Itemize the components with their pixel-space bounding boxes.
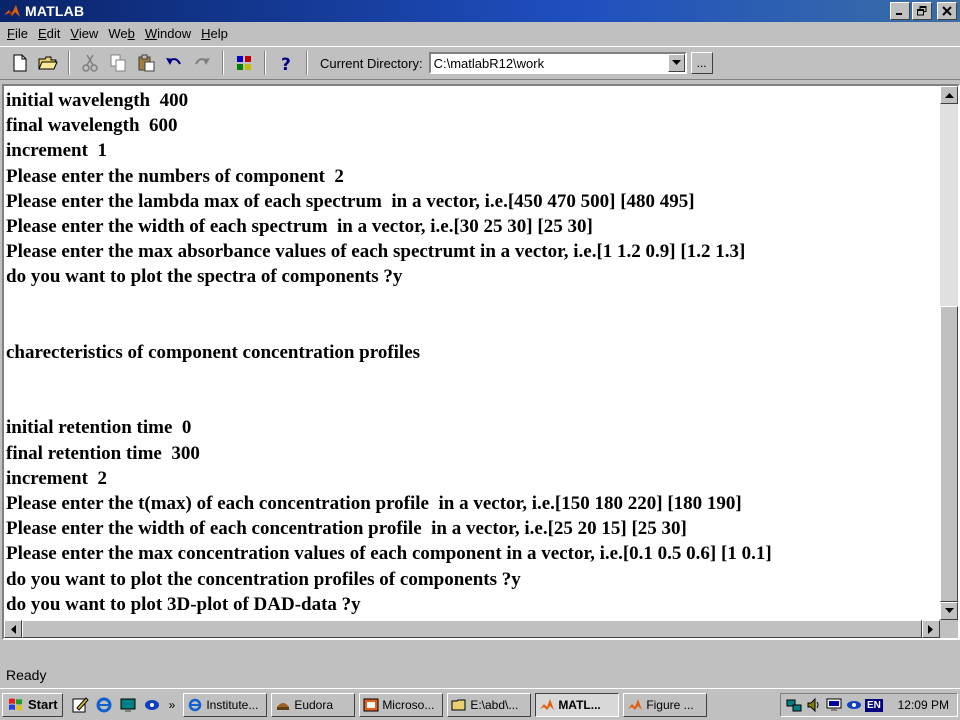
status-bar	[0, 664, 960, 686]
minimize-icon	[895, 6, 905, 16]
desktop-icon	[119, 696, 137, 714]
tray-icon[interactable]	[845, 696, 863, 714]
command-line-text: Please enter the width of each concentration profile in a vector, i.e.[25 20 15] [25 30]	[6, 518, 687, 540]
scrollbar-corner	[940, 620, 958, 638]
menu-file[interactable]: File	[7, 25, 28, 41]
windows-flag-icon	[7, 697, 25, 713]
menu-web[interactable]: Web	[108, 25, 135, 41]
command-line	[6, 113, 936, 138]
paste-button[interactable]	[132, 50, 160, 76]
command-line	[6, 239, 936, 264]
scroll-right-button[interactable]	[922, 620, 940, 638]
task-label: E:\abd\...	[470, 697, 519, 712]
quick-launch	[69, 694, 180, 716]
clock[interactable]: 12:09 PM	[897, 698, 949, 712]
command-line-text: do you want to plot the spectra of components ?y	[6, 266, 403, 288]
toolbar-separator	[68, 51, 70, 75]
help-button[interactable]	[272, 50, 300, 76]
matlab-icon	[539, 697, 555, 713]
command-line	[6, 164, 936, 189]
tray-icon[interactable]	[825, 696, 843, 714]
scissors-icon	[80, 53, 100, 73]
current-directory-select[interactable]	[429, 52, 687, 74]
folder-icon	[451, 697, 467, 713]
command-line	[6, 264, 936, 289]
speaker-icon	[806, 697, 822, 713]
tray-icon[interactable]	[805, 696, 823, 714]
command-line-text: final wavelength 600	[6, 115, 178, 137]
browse-directory-button[interactable]: ...	[691, 52, 713, 74]
toolbar-separator	[264, 51, 266, 75]
task-label: MATL...	[558, 697, 601, 712]
scroll-left-button[interactable]	[4, 620, 22, 638]
command-line	[6, 214, 936, 239]
task-label: Microso...	[382, 697, 435, 712]
toolbar-separator	[222, 51, 224, 75]
dropdown-button[interactable]	[668, 54, 685, 72]
help-question-icon	[276, 53, 296, 73]
arrow-left-icon	[10, 625, 16, 634]
current-directory-label: Current Directory:	[320, 55, 423, 71]
edit-pencil-icon	[71, 696, 89, 714]
start-label: Start	[28, 697, 58, 712]
undo-button[interactable]	[160, 50, 188, 76]
language-indicator[interactable]: EN	[867, 699, 881, 711]
command-output[interactable]	[6, 88, 936, 638]
command-line-text: increment 1	[6, 140, 107, 162]
redo-icon	[192, 53, 212, 73]
undo-icon	[164, 53, 184, 73]
open-folder-icon	[38, 53, 58, 73]
figure-icon	[627, 697, 643, 713]
task-button-figure[interactable]	[623, 693, 707, 717]
cut-button[interactable]	[76, 50, 104, 76]
quick-launch-item[interactable]	[93, 694, 115, 716]
command-line	[6, 516, 936, 541]
task-label: Figure ...	[646, 697, 694, 712]
system-tray	[780, 693, 958, 717]
restore-button[interactable]	[912, 2, 932, 20]
command-line-text: charecteristics of component concentration profiles	[6, 341, 421, 363]
command-line	[6, 138, 936, 163]
simulink-icon	[234, 53, 254, 73]
task-label: Institute...	[206, 697, 259, 712]
close-icon	[942, 6, 952, 16]
window-title: MATLAB	[25, 3, 85, 19]
simulink-button[interactable]	[230, 50, 258, 76]
task-button-institute[interactable]	[183, 693, 267, 717]
scroll-down-button[interactable]	[940, 602, 958, 620]
tray-icon[interactable]	[785, 696, 803, 714]
ie-icon	[95, 696, 113, 714]
command-line-text: Please enter the lambda max of each spectrum in a vector, i.e.[450 470 500] [480 495]	[6, 190, 695, 212]
minimize-button[interactable]	[890, 2, 910, 20]
paste-icon	[136, 53, 156, 73]
command-line	[6, 290, 936, 315]
command-line	[6, 189, 936, 214]
command-window[interactable]	[2, 84, 960, 640]
command-line-text: initial retention time 0	[6, 417, 192, 439]
taskbar	[0, 688, 960, 720]
command-line	[6, 315, 936, 340]
command-line-text: Please enter the width of each spectrum in a vector, i.e.[30 25 30] [25 30]	[6, 215, 593, 237]
command-line-text: Please enter the numbers of component 2	[6, 165, 344, 187]
menu-window[interactable]: Window	[144, 25, 192, 41]
command-line-text: final retention time 300	[6, 442, 200, 464]
command-line-text: initial wavelength 400	[6, 90, 189, 111]
toolbar-separator	[306, 51, 308, 75]
command-line-text: do you want to plot 3D-plot of DAD-data ?y	[6, 593, 361, 615]
monitor-icon	[826, 697, 842, 713]
task-button-microsoft[interactable]	[359, 693, 443, 717]
eye-icon	[846, 697, 862, 713]
task-button-explorer[interactable]	[447, 693, 531, 717]
toolbar	[0, 46, 960, 80]
title-bar	[0, 0, 960, 22]
matlab-logo-icon	[3, 2, 21, 20]
command-line	[6, 592, 936, 617]
close-button[interactable]	[937, 2, 957, 20]
quick-launch-item[interactable]	[69, 694, 91, 716]
vertical-scroll-thumb[interactable]	[940, 306, 958, 602]
command-line	[6, 466, 936, 491]
current-directory-value[interactable]: C:\matlabR12\work	[433, 55, 545, 71]
powerpoint-icon	[363, 697, 379, 713]
command-line	[6, 390, 936, 415]
network-icon	[786, 697, 802, 713]
task-label: Eudora	[294, 697, 334, 712]
menu-view[interactable]: View	[70, 25, 99, 41]
command-line-text: Please enter the max absorbance values of each spectrumt in a vector, i.e.[1 1.2 0.9] [1.2 1.3]	[6, 241, 746, 263]
restore-icon	[917, 6, 927, 16]
new-file-icon	[10, 53, 30, 73]
arrow-up-icon	[945, 92, 954, 98]
scroll-up-button[interactable]	[940, 86, 958, 104]
vertical-scrollbar[interactable]	[940, 86, 958, 620]
command-line	[6, 88, 936, 113]
status-text: Ready	[6, 667, 47, 683]
task-button-eudora[interactable]	[271, 693, 355, 717]
command-line	[6, 415, 936, 440]
channel-icon	[143, 696, 161, 714]
menu-bar	[0, 22, 960, 44]
chevron-down-icon	[672, 60, 681, 66]
arrow-down-icon	[945, 608, 954, 614]
command-line-text: Please enter the max concentration values of each component in a vector, i.e.[0.1 0.5 0.6] [1 0.1]	[6, 543, 772, 565]
new-file-button[interactable]	[6, 50, 34, 76]
quick-launch-more[interactable]: »	[168, 697, 176, 712]
ie-icon	[187, 697, 203, 713]
eudora-icon	[275, 697, 291, 713]
command-line-text: Please enter the t(max) of each concentration profile in a vector, i.e.[150 180 220] [180 190]	[6, 493, 742, 514]
task-button-matlab[interactable]	[535, 693, 619, 717]
command-line-text: increment 2	[6, 467, 107, 489]
copy-button[interactable]	[104, 50, 132, 76]
quick-launch-item[interactable]	[141, 694, 163, 716]
horizontal-scroll-thumb[interactable]	[22, 620, 922, 638]
start-button[interactable]	[2, 693, 63, 717]
command-line-text: do you want to plot the concentration profiles of components ?y	[6, 568, 521, 590]
command-line	[6, 340, 936, 365]
menu-edit[interactable]: Edit	[37, 25, 61, 41]
horizontal-scrollbar[interactable]	[4, 620, 940, 638]
command-line	[6, 441, 936, 466]
command-line	[6, 541, 936, 566]
quick-launch-item[interactable]	[117, 694, 139, 716]
svg-text:?: ?	[281, 55, 291, 73]
command-line	[6, 365, 936, 390]
redo-button[interactable]	[188, 50, 216, 76]
copy-icon	[108, 53, 128, 73]
menu-help[interactable]: Help	[201, 25, 228, 41]
arrow-right-icon	[928, 625, 934, 634]
command-line	[6, 491, 936, 516]
open-file-button[interactable]	[34, 50, 62, 76]
command-line	[6, 567, 936, 592]
